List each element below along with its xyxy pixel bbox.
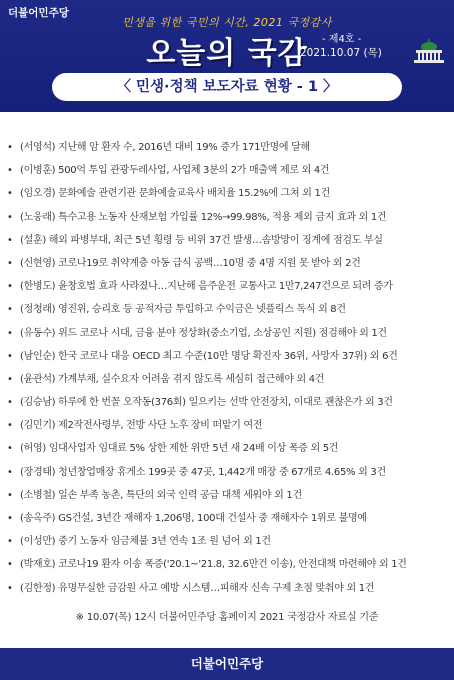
list-item-text: (윤관석) 가계부채, 실수요자 어려움 겪지 않도록 세심히 접근해야 외 4건 [20, 373, 325, 385]
list-item-text: (노웅래) 특수고용 노동자 산재보험 가입률 12%→99.98%, 적용 제외 금지 효과 외 1건 [20, 211, 387, 223]
list-item-text: (임오경) 문화예술 관련기관 문화예술교육사 배치율 15.2%에 그쳐 외 1건 [20, 188, 330, 200]
list-item-text: (서영석) 지난해 암 환자 수, 2016년 대비 19% 증가 171만명에 달해 [20, 142, 310, 153]
bullet-icon: • [7, 350, 13, 362]
list-item-text: (장경태) 청년창업매장 휴게소 199곳 중 47곳, 1,442개 매장 중 67개로 4.65% 외 3건 [20, 466, 386, 478]
list-item-text: (이성만) 중기 노동자 임금체불 3년 연속 1조 원 넘어 외 1건 [20, 536, 271, 548]
list-item [0, 484, 454, 507]
bullet-icon: • [7, 211, 13, 223]
list-item [0, 206, 454, 229]
page-title: 오늘의 국감 [146, 36, 308, 71]
footer-party-name: 더불어민주당 [190, 656, 264, 671]
list-item [0, 229, 454, 252]
list-item-text: (박재호) 코로나19 환자 이송 폭증('20.1~'21.8, 32.6만건 이송), 안전대책 마련해야 외 1건 [20, 559, 407, 571]
list-item [0, 159, 454, 182]
list-item-text: (남인순) 한국 코로나 대응 OECD 최고 수준(10만 명당 확진자 36위, 사망자 37위) 외 6건 [20, 350, 398, 362]
list-item [0, 322, 454, 345]
list-item [0, 182, 454, 205]
list-item-text: (김한정) 유명무실한 금감원 사고 예방 시스템…피해자 신속 구제 초점 맞춰야 외 1건 [20, 582, 375, 594]
issue-number: - 제4호 - [322, 34, 362, 45]
list-item [0, 437, 454, 460]
bullet-icon: • [7, 397, 13, 409]
list-item [0, 414, 454, 437]
list-item [0, 368, 454, 391]
list-item [0, 252, 454, 275]
list-item-text: (송옥주) GS건설, 3년간 재해자 1,206명, 100대 건설사 중 재해자수 1위로 불명예 [20, 513, 367, 524]
press-release-list [0, 136, 454, 600]
footer-bar [0, 648, 454, 680]
party-tag: 더불어민주당 [8, 7, 69, 19]
list-item [0, 577, 454, 600]
list-item-text: (정청래) 영진위, 승리호 등 공적자금 투입하고 수익금은 넷플릭스 독식 외 8건 [20, 304, 346, 316]
source-footnote: ※ 10.07(목) 12시 더불어민주당 홈페이지 2021 국정감사 자료실 기준 [75, 612, 379, 623]
list-item [0, 530, 454, 553]
bullet-icon: • [7, 443, 13, 455]
list-item-text: (소병철) 일손 부족 농촌, 특단의 외국 인력 공급 대책 세워야 외 1건 [20, 489, 302, 501]
list-item-text: (허영) 임대사업자 임대료 5% 상한 제한 위반 5년 새 24배 이상 폭증 외 5건 [20, 443, 339, 455]
bullet-icon: • [7, 373, 13, 385]
section-subtitle: 〈 민생·정책 보도자료 현황 - 1 〉 [52, 73, 402, 101]
list-item [0, 275, 454, 298]
bullet-icon: • [7, 281, 13, 293]
bullet-icon: • [7, 327, 13, 339]
bullet-icon: • [7, 582, 13, 594]
bullet-icon: • [7, 559, 13, 571]
list-item-text: (김승남) 하루에 한 번꼴 오작동(376회) 일으키는 선박 안전장치, 이대로 괜찮은가 외 3건 [20, 397, 393, 409]
list-item [0, 136, 454, 159]
list-item-text: (유동수) 위드 코로나 시대, 금융 분야 정상화(중소기업, 소상공인 지원) 점검해야 외 1건 [20, 327, 387, 339]
bullet-icon: • [7, 142, 13, 153]
bullet-icon: • [7, 489, 13, 501]
list-item [0, 461, 454, 484]
bullet-icon: • [7, 234, 13, 246]
bullet-icon: • [7, 257, 13, 269]
list-item-text: (신현영) 코로나19로 취약계층 아동 급식 공백…10명 중 4명 지원 못 받아 외 2건 [20, 257, 361, 269]
list-item [0, 345, 454, 368]
list-item [0, 507, 454, 530]
bullet-icon: • [7, 165, 13, 177]
list-item-text: (김민기) 제2작전사령부, 전방 사단 노후 장비 떠맡기 여전 [20, 420, 263, 432]
slogan: 민생을 위한 국민의 시간, 2021 국정감사 [122, 16, 332, 29]
bullet-icon: • [7, 304, 13, 316]
bullet-icon: • [7, 188, 13, 200]
bullet-icon: • [7, 536, 13, 548]
list-item [0, 391, 454, 414]
list-item [0, 298, 454, 321]
bullet-icon: • [7, 420, 13, 432]
bullet-icon: • [7, 513, 13, 524]
issue-date: 2021.10.07 (목) [300, 47, 382, 59]
list-item-text: (이병훈) 500억 투입 관광두레사업, 사업체 3분의 2가 매출액 제로 외 4건 [20, 165, 330, 177]
header-banner [0, 0, 454, 112]
list-item [0, 553, 454, 576]
list-item-text: (한병도) 윤창호법 효과 사라졌나…지난해 음주운전 교통사고 1만7,247건으로 되려 증가 [20, 281, 393, 293]
list-item-text: (설훈) 해외 파병부대, 최근 5년 횡령 등 비위 37건 발생…솜방망이 징계에 점검도 부실 [20, 234, 383, 246]
national-assembly-building-icon [412, 38, 446, 64]
bullet-icon: • [7, 466, 13, 478]
